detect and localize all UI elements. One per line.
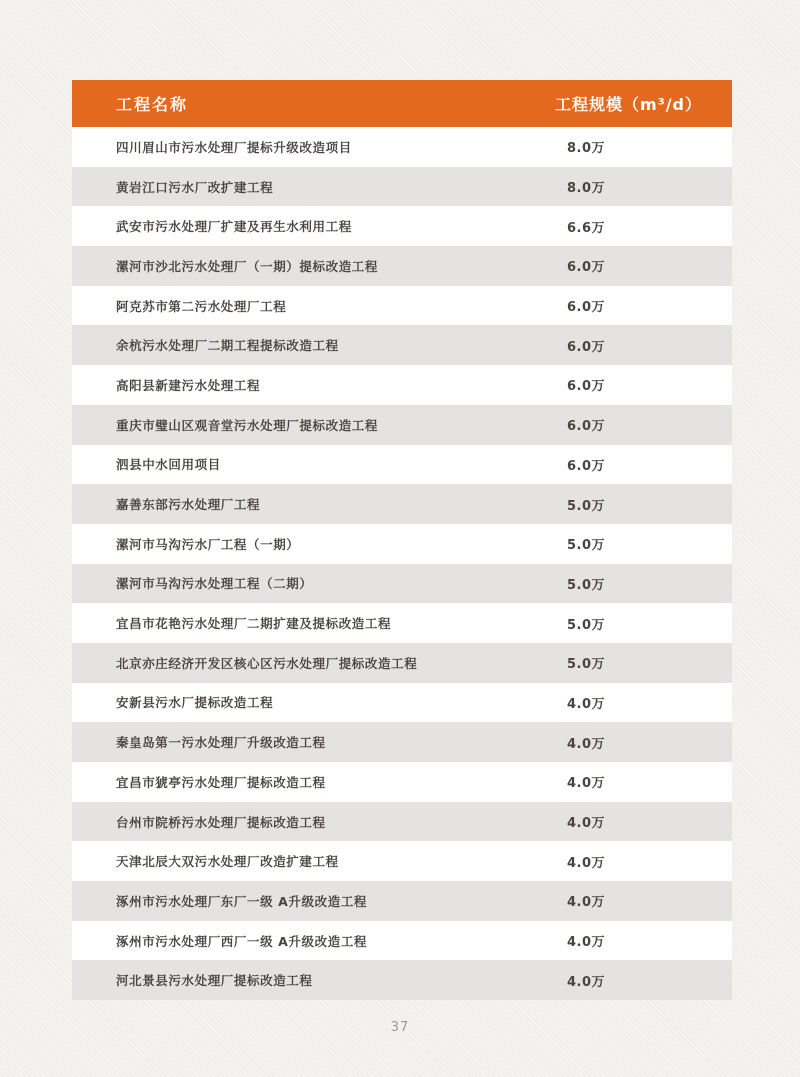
project-scale: 6.0万 [566,339,606,355]
project-name: 天津北辰大双污水处理厂改造扩建工程 [116,854,339,870]
project-scale: 8.0万 [566,181,606,197]
table-row [72,286,732,326]
table-row [72,246,732,286]
project-scale: 5.0万 [566,577,606,593]
column-header-project-scale: 工程规模（m³/d） [555,95,702,114]
table-row [72,484,732,524]
project-scale: 4.0万 [566,736,606,752]
project-name: 涿州市污水处理厂东厂一级 A升级改造工程 [116,893,368,909]
project-scale: 5.0万 [566,617,606,633]
project-scale: 4.0万 [566,816,606,832]
project-scale: 4.0万 [566,974,606,990]
table-row [72,365,732,405]
project-scale: 4.0万 [566,935,606,951]
project-scale: 6.0万 [566,458,606,474]
project-name: 黄岩江口污水厂改扩建工程 [116,179,274,195]
table-row [72,167,732,207]
projects-table [72,80,732,1000]
project-name: 漯河市沙北污水处理厂（一期）提标改造工程 [116,258,379,274]
project-name: 北京亦庄经济开发区核心区污水处理厂提标改造工程 [116,655,418,671]
project-name: 安新县污水厂提标改造工程 [116,695,274,711]
table-row [72,643,732,683]
table-row [72,841,732,881]
table-row [72,127,732,167]
project-name: 高阳县新建污水处理工程 [116,377,261,393]
table-row [72,445,732,485]
project-scale: 5.0万 [566,538,606,554]
project-name: 漯河市马沟污水厂工程（一期） [116,536,300,552]
project-name: 漯河市马沟污水处理工程（二期） [116,576,313,592]
project-scale: 6.0万 [566,379,606,395]
project-scale: 4.0万 [566,855,606,871]
table-row [72,325,732,365]
table-row [72,722,732,762]
project-scale: 4.0万 [566,895,606,911]
project-scale: 6.6万 [566,220,606,236]
project-scale: 4.0万 [566,776,606,792]
project-name: 河北景县污水处理厂提标改造工程 [116,973,313,989]
project-name: 四川眉山市污水处理厂提标升级改造项目 [116,139,352,155]
table-body [72,127,732,1000]
project-name: 宜昌市猇亭污水处理厂提标改造工程 [116,774,326,790]
project-scale: 6.0万 [566,419,606,435]
page-number: 37 [390,1020,410,1035]
table-row [72,603,732,643]
table-row [72,564,732,604]
project-name: 宜昌市花艳污水处理厂二期扩建及提标改造工程 [116,616,392,632]
table-row [72,881,732,921]
project-scale: 8.0万 [566,141,606,157]
project-name: 余杭污水处理厂二期工程提标改造工程 [116,338,339,354]
table-row [72,405,732,445]
project-scale: 6.0万 [566,260,606,276]
project-name: 台州市院桥污水处理厂提标改造工程 [116,814,326,830]
project-scale: 4.0万 [566,696,606,712]
project-name: 阿克苏市第二污水处理厂工程 [116,298,287,314]
project-name: 重庆市璧山区观音堂污水处理厂提标改造工程 [116,417,379,433]
project-name: 嘉善东部污水处理厂工程 [116,497,261,513]
table-row [72,921,732,961]
table-row [72,206,732,246]
table-row [72,762,732,802]
table-row [72,802,732,842]
project-scale: 5.0万 [566,498,606,514]
table-row [72,524,732,564]
project-scale: 5.0万 [566,657,606,673]
table-row [72,683,732,723]
project-name: 秦皇岛第一污水处理厂升级改造工程 [116,735,326,751]
table-row [72,960,732,1000]
project-name: 泗县中水回用项目 [116,457,221,473]
project-name: 涿州市污水处理厂西厂一级 A升级改造工程 [116,933,368,949]
project-name: 武安市污水处理厂扩建及再生水利用工程 [116,219,352,235]
project-scale: 6.0万 [566,300,606,316]
table-header-row [72,80,732,127]
column-header-project-name: 工程名称 [116,95,189,114]
